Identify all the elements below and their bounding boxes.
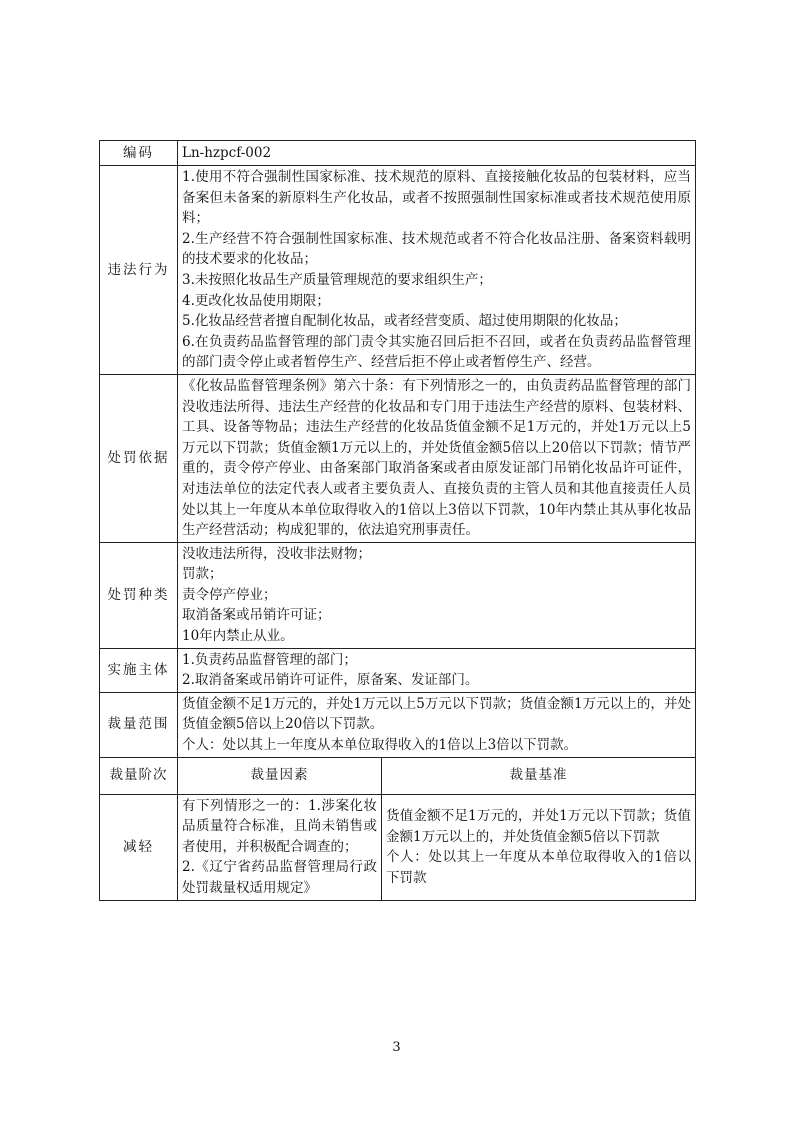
range-item: 货值金额不足1万元的，并处1万元以上5万元以下罚款；货值金额1万元以上的，并处货值金额5倍以上20倍以下罚款。 [182,695,692,733]
penalty-discretion-table [99,140,696,901]
page-number: 3 [392,1040,401,1055]
mitigate-standard-item: 个人：处以其上一年度从本单位取得收入的1倍以下罚款 [386,849,692,886]
basis-label: 处罚依据 [100,374,178,542]
mitigate-factor-item: 有下列情形之一的：1.涉案化妆品质量符合标准，且尚未销售或者使用，并积极配合调查的； [182,797,377,855]
mitigate-factor-item: 2.《辽宁省药品监督管理局行政处罚裁量权适用规定》 [182,859,377,896]
penalty-type-item: 责令停产停业； [182,586,277,603]
subject-item: 1.负责药品监督管理的部门； [182,651,357,668]
mitigate-label: 减轻 [100,794,178,900]
subject-content [178,648,696,692]
violation-item: 5.化妆品经营者擅自配制化妆品，或者经营变质、超过使用期限的化妆品； [182,313,627,330]
range-label: 裁量范围 [100,692,178,757]
subject-item: 2.取消备案或吊销许可证件，原备案、发证部门。 [182,672,479,689]
violation-item: 1.使用不符合强制性国家标准、技术规范的原料、直接接触化妆品的包装材料，应当备案但未备案的新原料生产化妆品，或者不按照强制性国家标准或者技术规范使用原料； [182,169,692,227]
mitigate-standards [382,794,696,900]
standard-header: 裁量基准 [382,757,696,794]
code-value: Ln-hzpcf-002 [178,141,696,166]
violation-label: 违法行为 [100,166,178,375]
subject-label: 实施主体 [100,648,178,692]
factor-header: 裁量因素 [178,757,382,794]
levels-label: 裁量阶次 [100,757,178,794]
penalty-types-content [178,542,696,648]
code-label: 编码 [100,141,178,166]
violation-item: 4.更改化妆品使用期限； [182,292,330,309]
penalty-type-item: 取消备案或吊销许可证； [182,607,331,624]
range-item: 个人：处以其上一年度从本单位取得收入的1倍以上3倍以下罚款。 [182,737,578,754]
row-levels-header [100,757,696,794]
mitigate-standard-item: 货值金额不足1万元的，并处1万元以下罚款；货值金额1万元以上的，并处货值金额5倍以下罚款 [386,807,692,845]
violation-item: 3.未按照化妆品生产质量管理规范的要求组织生产； [182,271,492,288]
row-basis [100,374,696,542]
row-code [100,141,696,166]
violation-item: 6.在负责药品监督管理的部门责令其实施召回后拒不召回，或者在负责药品监督管理的部门责令停止或者暂停生产、经营后拒不停止或者暂停生产、经营。 [182,333,692,371]
range-content [178,692,696,757]
basis-text: 《化妆品监督管理条例》第六十条：有下列情形之一的，由负责药品监督管理的部门没收违法所得、违法生产经营的化妆品和专门用于违法生产经营的原料、包装材料、工具、设备等物品；违法生产经营的化妆品货值金额不足1万元的，并处1万元以上5万元以下罚款；货值金额1万元以上的，并处货值金额5倍以上20倍以下罚款；情节严重的，责令停产停业、由备案部门取消备案或者由原发证部门吊销化妆品许可证件，对违法单位的法定代表人或者主要负责人、直接负责的主管人员和其他直接责任人员处以其上一年度从本单位取得收入的1倍以上3倍以下罚款，10年内禁止其从事化妆品生产经营活动；构成犯罪的，依法追究刑事责任。 [178,374,696,542]
row-range [100,692,696,757]
row-penalty-types [100,542,696,648]
penalty-types-label: 处罚种类 [100,542,178,648]
row-subject [100,648,696,692]
violation-content [178,166,696,375]
violation-item: 2.生产经营不符合强制性国家标准、技术规范或者不符合化妆品注册、备案资料载明的技术要求的化妆品； [182,230,692,268]
penalty-type-item: 没收违法所得，没收非法财物； [182,545,371,562]
penalty-type-item: 罚款； [182,566,223,583]
mitigate-factors [178,794,382,900]
row-violation [100,166,696,375]
row-mitigate [100,794,696,900]
penalty-type-item: 10年内禁止从业。 [182,628,294,645]
